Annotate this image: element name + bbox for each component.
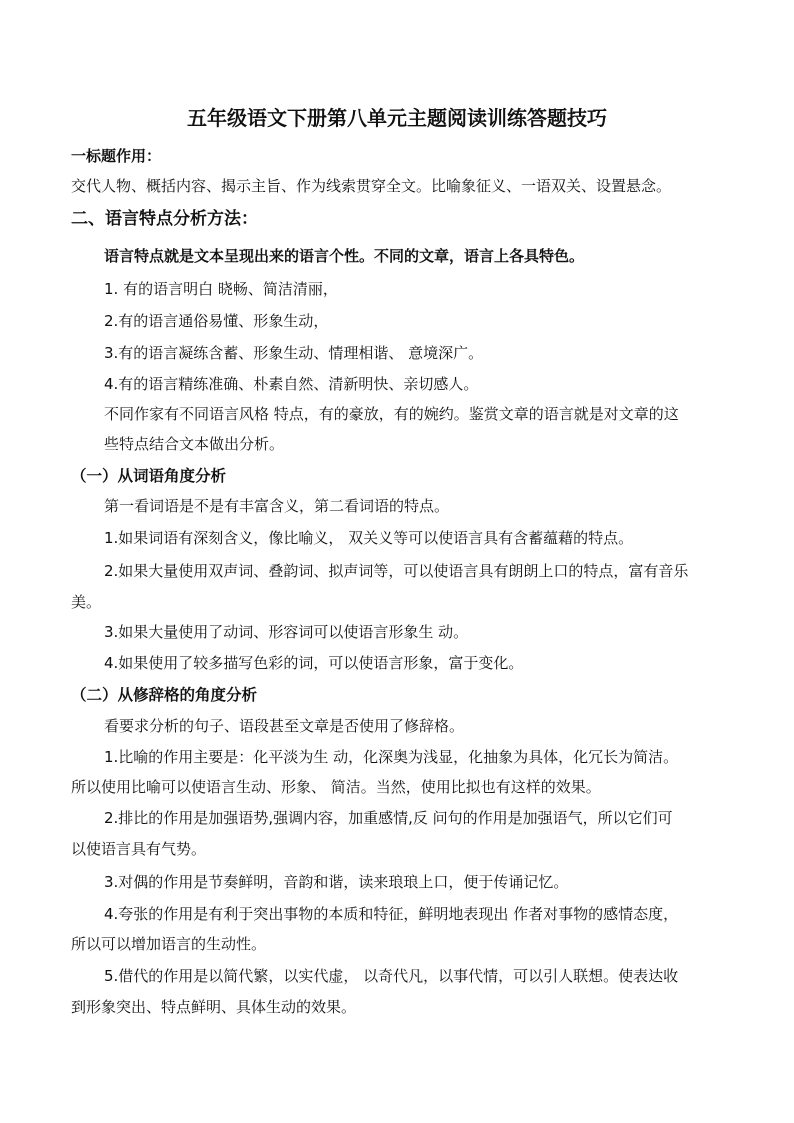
paragraph-line: 美。 — [71, 593, 102, 611]
paragraph-line: 2.有的语言通俗易懂、形象生动， — [104, 312, 329, 330]
paragraph-line: 4.如果使用了较多描写色彩的词，可以使语言形象，富于变化。 — [104, 654, 524, 672]
paragraph-line: 1.比喻的作用主要是：化平淡为生 动，化深奥为浅显，化抽象为具体，化冗长为简洁。 — [104, 748, 679, 766]
section-heading-title-function: 一标题作用： — [71, 147, 162, 165]
paragraph-line: 交代人物、概括内容、揭示主旨、作为线索贯穿全文。比喻象征义、一语双关、设置悬念。 — [71, 177, 672, 195]
paragraph-line: 2.如果大量使用双声词、叠韵词、拟声词等，可以使语言具有朗朗上口的特点，富有音乐 — [104, 562, 689, 580]
paragraph-line: 4.夸张的作用是有利于突出事物的本质和特征，鲜明地表现出 作者对事物的感情态度， — [104, 905, 679, 923]
paragraph-line: 3.如果大量使用了动词、形容词可以使语言形象生 动。 — [104, 623, 469, 641]
paragraph-line: 第一看词语是不是有丰富含义，第二看词语的特点。 — [104, 497, 450, 515]
subsection-heading-rhetoric: （二）从修辞格的角度分析 — [71, 686, 258, 704]
paragraph-line: 些特点结合文本做出分析。 — [104, 435, 285, 453]
paragraph-line: 1.如果词语有深刻含义，像比喻义， 双关义等可以使语言具有含蓄蕴藉的特点。 — [104, 529, 634, 547]
paragraph-line: 不同作家有不同语言风格 特点，有的豪放，有的婉约。鉴赏文章的语言就是对文章的这 — [104, 405, 679, 423]
paragraph-line: 2.排比的作用是加强语势,强调内容，加重感情,反 问句的作用是加强语气，所以它们可 — [104, 809, 673, 827]
document-title: 五年级语文下册第八单元主题阅读训练答题技巧 — [187, 106, 607, 130]
paragraph-line: 5.借代的作用是以简代繁，以实代虚， 以奇代凡，以事代情，可以引人联想。使表达收 — [104, 967, 679, 985]
paragraph-line: 以使语言具有气势。 — [71, 840, 207, 858]
paragraph-line: 4.有的语言精练准确、朴素自然、清新明快、亲切感人。 — [104, 375, 479, 393]
paragraph-line: 1. 有的语言明白 晓畅、简洁清丽， — [104, 280, 338, 298]
paragraph-line: 3.有的语言凝练含蓄、形象生动、情理相谐、 意境深广。 — [104, 344, 484, 362]
paragraph-line: 3.对偶的作用是节奏鲜明，音韵和谐，读来琅琅上口，便于传诵记忆。 — [104, 873, 569, 891]
section-heading-language-features: 二、语言特点分析方法： — [71, 209, 258, 229]
paragraph-line: 所以使用比喻可以使语言生动、形象、 简洁。当然，使用比拟也有这样的效果。 — [71, 778, 601, 796]
paragraph-line: 所以可以增加语言的生动性。 — [71, 935, 267, 953]
paragraph-line: 到形象突出、特点鲜明、具体生动的效果。 — [71, 998, 357, 1016]
paragraph-line: 看要求分析的句子、语段甚至文章是否使用了修辞格。 — [104, 717, 465, 735]
section-lead: 语言特点就是文本呈现出来的语言个性。不同的文章，语言上各具特色。 — [104, 247, 585, 265]
subsection-heading-words: （一）从词语角度分析 — [71, 467, 227, 485]
